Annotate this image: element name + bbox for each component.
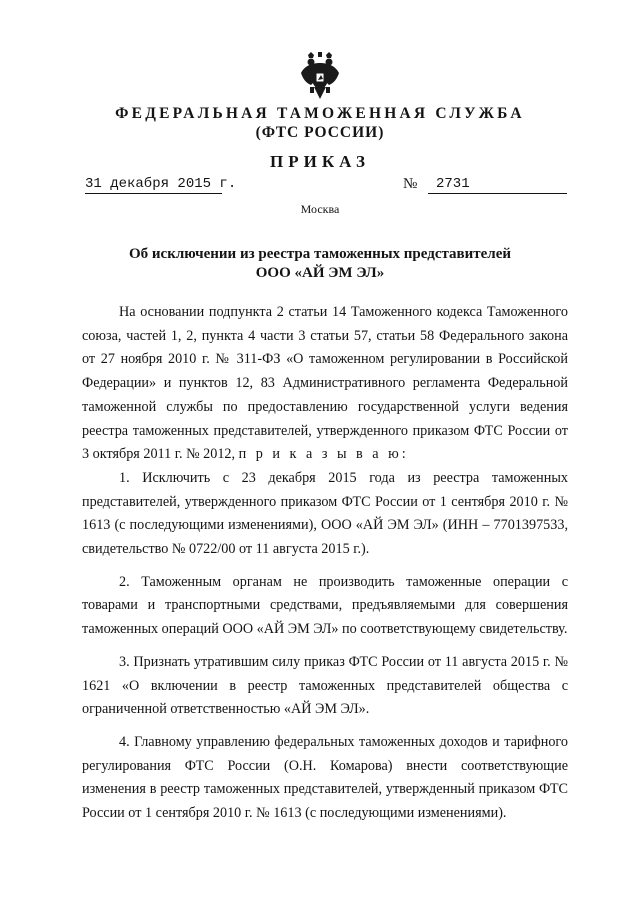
order-date: 31 декабря 2015 г. xyxy=(85,176,237,192)
city: Москва xyxy=(300,202,340,216)
order-title xyxy=(80,245,560,283)
preamble-text: На основании подпункта 2 статьи 14 Таможенного кодекса Таможенного союза, частей 1, 2, пункта 4 части 3 статьи 57, статьи 58 Федерального закона от 27 ноября 2010 г. № 311-ФЗ «О таможенном регулировании в Российской Федерации» и пунктов 12, 83 Административного регламента Федеральной таможенной службы по предоставлению государственной услуги ведения реестра таможенных представителей, утвержденного приказом ФТС России от 3 октября 2011 г. № 2012, xyxy=(82,304,568,463)
order-number-sign: № xyxy=(403,176,418,192)
order-item: 4. Главному управлению федеральных таможенных доходов и тарифного регулирования ФТС России (О.Н. Комарова) внести соответствующие изменения в реестр таможенных представителей, утвержденный приказом ФТС России от 1 сентября 2010 г. № 1613 (с последующими изменениями). xyxy=(82,733,568,822)
agency-short-name: (ФТС РОССИИ) xyxy=(255,124,385,141)
preamble-paragraph xyxy=(82,301,568,467)
coat-of-arms-icon xyxy=(299,51,341,101)
order-item: 2. Таможенным органам не производить таможенные операции с товарами и транспортными средствами, предъявляемыми для совершения таможенных операций ООО «АЙ ЭМ ЭЛ» по соответствующему свидетельству. xyxy=(82,573,568,638)
title-line: Об исключении из реестра таможенных представителей xyxy=(128,246,512,262)
order-item: 1. Исключить с 23 декабря 2015 года из реестра таможенных представителей, утвержденного приказом ФТС России от 1 сентября 2010 г. № 1613 (с последующими изменениями), ООО «АЙ ЭМ ЭЛ» (ИНН – 7701397533, свидетельство № 0722/00 от 11 августа 2015 г.). xyxy=(82,469,568,558)
title-line: ООО «АЙ ЭМ ЭЛ» xyxy=(255,265,385,281)
order-word: п р и к а з ы в а ю: xyxy=(238,446,409,463)
agency-name: ФЕДЕРАЛЬНАЯ ТАМОЖЕННАЯ СЛУЖБА xyxy=(115,105,525,122)
order-body xyxy=(82,301,568,826)
document-type: ПРИКАЗ xyxy=(270,152,370,171)
order-item: 3. Признать утратившим силу приказ ФТС России от 11 августа 2015 г. № 1621 «О включении в реестр таможенных представителей общества с ограниченной ответственностью «АЙ ЭМ ЭЛ». xyxy=(82,653,568,718)
order-number: 2731 xyxy=(428,176,567,194)
